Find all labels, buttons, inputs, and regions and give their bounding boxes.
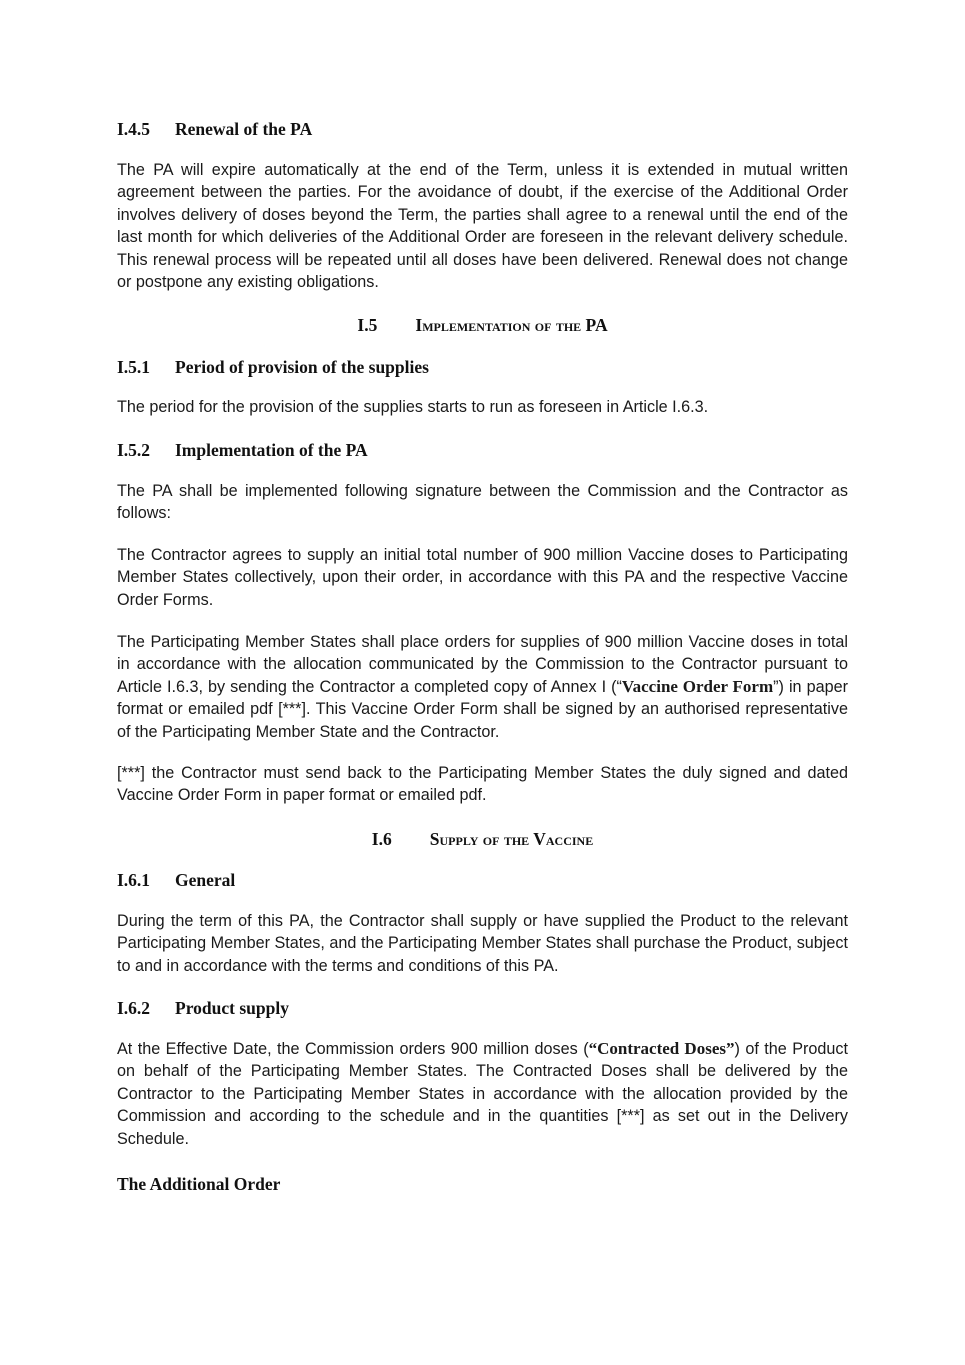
- heading-number: I.6.1: [117, 870, 151, 890]
- heading-title: Implementation of the PA: [175, 440, 368, 460]
- heading-number: I.4.5: [117, 119, 151, 139]
- paragraph-renewal: The PA will expire automatically at the end of the Term, unless it is extended in mutual written agreement between the parties. For the avoidance of doubt, if the exercise of the Additional Order involves delivery of doses beyond the Term, the parties shall agree to a renewal until the end of the last month for which deliveries of the Additional Order are foreseen in the relevant delivery schedule. This renewal process will be repeated until all doses have been delivered. Renewal does not change or postpone any existing obligations.: [117, 161, 848, 292]
- paragraph-orders: [117, 631, 848, 743]
- defined-term-contracted-doses: “Contracted Doses”: [588, 1039, 735, 1058]
- heading-number: I.5.2: [117, 440, 151, 460]
- heading-number: I.6.2: [117, 998, 151, 1018]
- heading-title: Renewal of the PA: [175, 119, 313, 139]
- heading-additional-order: The Additional Order: [117, 1174, 281, 1194]
- text-run: At the Effective Date, the Commission orders 900 million doses (: [117, 1040, 589, 1058]
- heading-title: Period of provision of the supplies: [175, 357, 429, 377]
- heading-i-4-5: [117, 118, 312, 140]
- paragraph-implementation-intro: The PA shall be implemented following signature between the Commission and the Contractor as follows:: [117, 482, 848, 523]
- text-run: The Participating Member States shall place orders for supplies of 900 million Vaccine doses in total in accordance with the allocation communicated by the Commission to the Contractor pursuant to Article I.6.3, by sending the Contractor a completed copy of Annex I (“: [117, 633, 848, 696]
- paragraph-period-of-provision: The period for the provision of the supplies starts to run as foreseen in Article I.6.3.: [117, 398, 709, 416]
- section-heading-i-6: [117, 828, 848, 850]
- heading-i-5-2: [117, 439, 368, 461]
- heading-i-5-1: [117, 356, 429, 378]
- defined-term-vaccine-order-form: Vaccine Order Form: [621, 676, 774, 696]
- text-run: ”) in paper format or emailed pdf [***]. This Vaccine Order Form shall be signed by an authorised representative of the Participating Member State and the Contractor.: [117, 677, 848, 741]
- paragraph-return-form: [***] the Contractor must send back to the Participating Member States the duly signed and dated Vaccine Order Form in paper format or emailed pdf.: [117, 764, 848, 805]
- heading-i-6-2: [117, 997, 289, 1019]
- paragraph-general: During the term of this PA, the Contractor shall supply or have supplied the Product to the relevant Participating Member States, and the Participating Member States shall purchase the Product, subject to and in accordance with the terms and conditions of this PA.: [117, 912, 848, 975]
- text-run: ) of the Product on behalf of the Participating Member States. The Contracted Doses shall be delivered by the Contractor to the Participating Member States in accordance with the allocation provided by the Commission and according to the schedule and in the quantities [***] as set out in the Delivery Schedule.: [117, 1040, 849, 1148]
- heading-i-6-1: [117, 869, 235, 891]
- heading-title: General: [175, 870, 236, 890]
- paragraph-initial-supply: The Contractor agrees to supply an initial total number of 900 million Vaccine doses to Participating Member States collectively, upon their order, in accordance with this PA and the respective Vaccine Order Forms.: [117, 546, 848, 609]
- heading-number: I.5.1: [117, 357, 151, 377]
- section-number: I.5: [357, 315, 378, 335]
- section-number: I.6: [371, 829, 392, 849]
- section-title: Supply of the Vaccine: [429, 829, 594, 849]
- section-title: Implementation of the PA: [415, 315, 608, 335]
- paragraph-product-supply: [117, 1038, 848, 1150]
- heading-title: Product supply: [175, 998, 289, 1018]
- section-heading-i-5: [117, 314, 848, 336]
